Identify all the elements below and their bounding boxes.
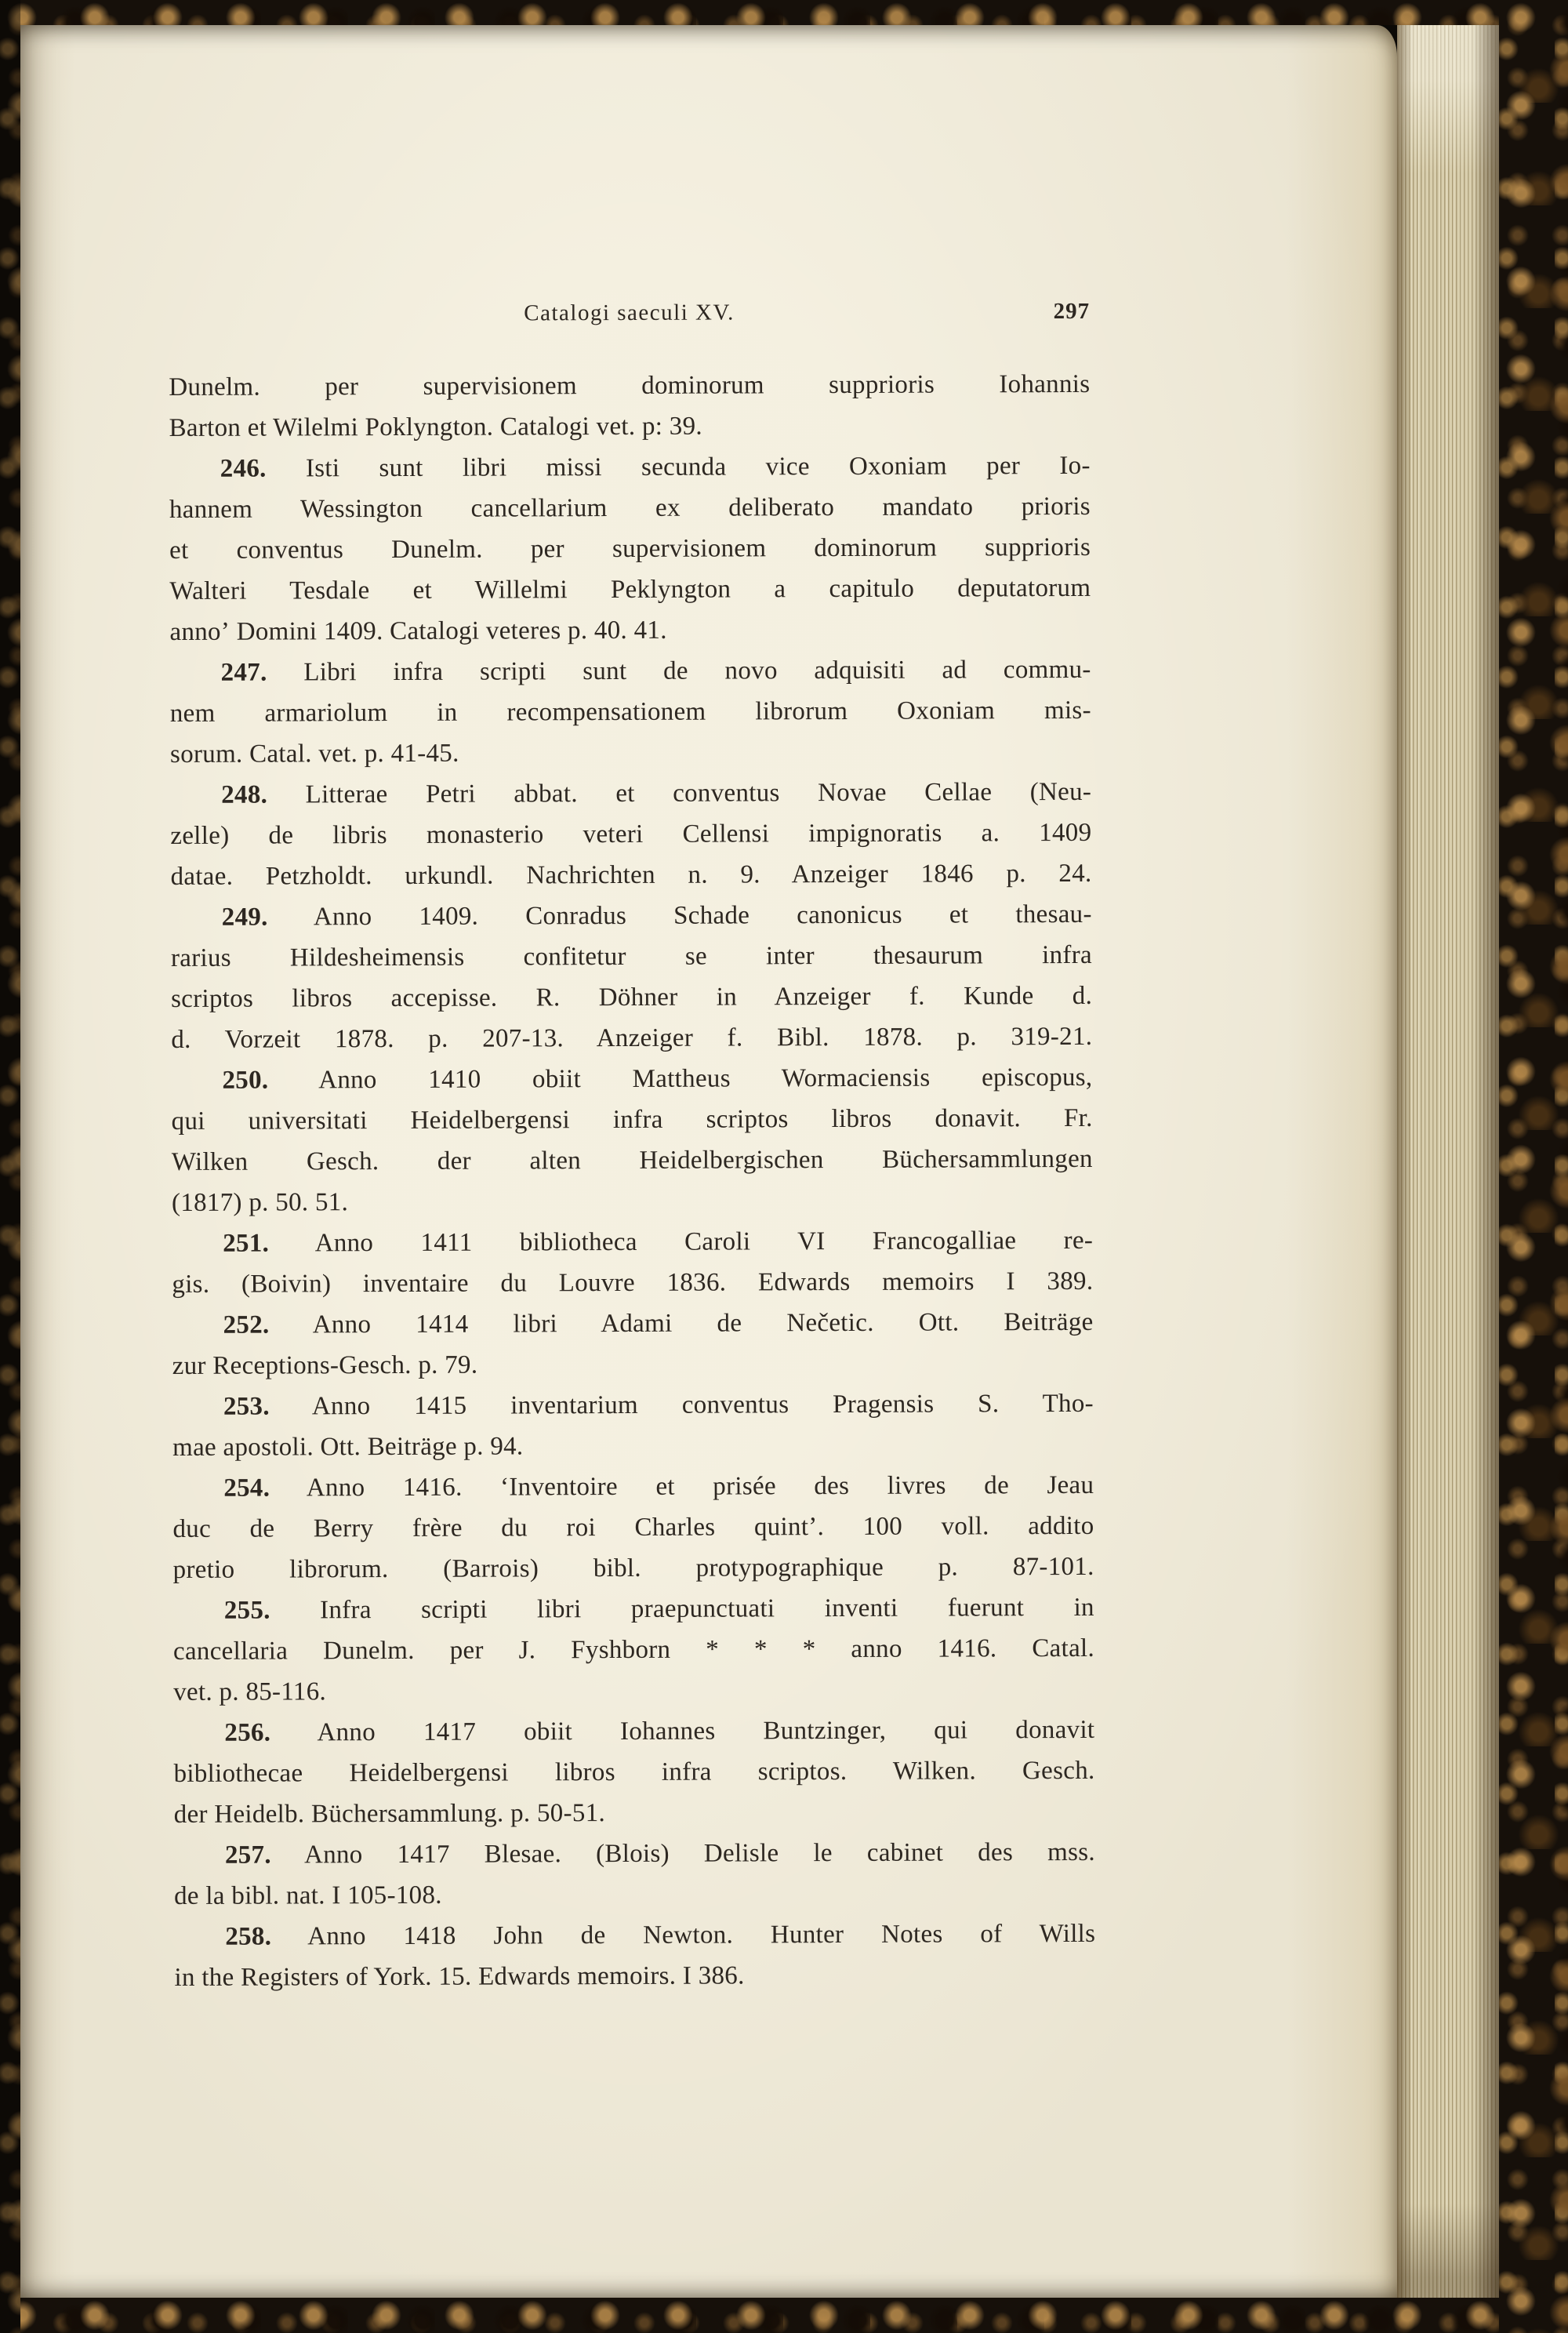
text-line: (1817) p. 50. 51.: [171, 1188, 349, 1217]
text-line: gis. (Boivin) inventaire du Louvre 1836. Edwards memoirs I 389.: [172, 1266, 1094, 1299]
text-line: zelle) de libris monasterio veteri Cellensi impignoratis a. 1409: [170, 818, 1092, 850]
entry-number: 251.: [223, 1229, 270, 1258]
entry-number: 254.: [223, 1474, 270, 1503]
text-line: der Heidelb. Büchersammlung. p. 50-51.: [173, 1799, 606, 1829]
book-cover-left-edge: [0, 0, 20, 2333]
book-cover-top-edge: [0, 0, 1568, 25]
running-head: [169, 299, 1090, 333]
page-fore-edges: [1397, 25, 1499, 2298]
text-line: 250. Anno 1410 obiit Mattheus Wormaciensis episcopus,: [222, 1063, 1093, 1095]
text-line: zur Receptions-Gesch. p. 79.: [172, 1350, 478, 1380]
text-line: de la bibl. nat. I 105-108.: [174, 1881, 442, 1910]
text-line: 247. Libri infra scripti sunt de novo adquisiti ad commu-: [220, 655, 1091, 687]
text-line: 256. Anno 1417 obiit Iohannes Buntzinger, qui donavit: [224, 1715, 1095, 1747]
text-line: nem armariolum in recompensationem librorum Oxoniam mis-: [169, 696, 1091, 728]
text-line: rarius Hildesheimensis confitetur se inter thesaurum infra: [170, 940, 1092, 972]
entry-number: 255.: [223, 1596, 270, 1625]
page-text: [169, 299, 1096, 1998]
text-line: datae. Petzholdt. urkundl. Nachrichten n. 9. Anzeiger 1846 p. 24.: [170, 859, 1092, 891]
text-line: pretio librorum. (Barrois) bibl. protypographique p. 87-101.: [172, 1552, 1094, 1584]
entry-number: 253.: [223, 1392, 270, 1421]
entry-number: 252.: [223, 1310, 270, 1339]
page-header-title: Catalogi saeculi XV.: [524, 300, 735, 326]
book-cover-right: [1499, 0, 1568, 2333]
text-line: 257. Anno 1417 Blesae. (Blois) Delisle le cabinet des mss.: [224, 1837, 1095, 1870]
text-line: in the Registers of York. 15. Edwards memoirs. I 386.: [174, 1961, 745, 1992]
entry-number: 247.: [220, 658, 267, 687]
text-line: 255. Infra scripti libri praepunctuati inventi fuerunt in: [223, 1593, 1094, 1625]
page-number: 297: [1053, 298, 1091, 325]
book-page: [20, 25, 1397, 2298]
text-line: annoʼ Domini 1409. Catalogi veteres p. 40. 41.: [169, 616, 667, 646]
text-line: d. Vorzeit 1878. p. 207-13. Anzeiger f. Bibl. 1878. p. 319-21.: [171, 1022, 1093, 1054]
text-line: Dunelm. per supervisionem dominorum supprioris Iohannis: [169, 369, 1091, 402]
entry-number: 248.: [221, 780, 268, 809]
text-line: duc de Berry frère du roi Charles quintʼ. 100 voll. addito: [172, 1511, 1094, 1543]
text-line: 251. Anno 1411 bibliotheca Caroli VI Francogalliae re-: [223, 1226, 1094, 1258]
entry-number: 258.: [225, 1922, 272, 1951]
entry-number: 256.: [224, 1718, 271, 1747]
text-line: 254. Anno 1416. ʻInventoire et prisée des livres de Jeau: [223, 1470, 1094, 1503]
text-line: 248. Litterae Petri abbat. et conventus Novae Cellae (Neu-: [221, 777, 1092, 809]
entry-number: 249.: [221, 903, 268, 932]
text-line: hannem Wessington cancellarium ex deliberato mandato prioris: [169, 492, 1091, 524]
text-line: qui universitati Heidelbergensi infra scriptos libros donavit. Fr.: [171, 1103, 1093, 1136]
text-line: cancellaria Dunelm. per J. Fyshborn * * * anno 1416. Catal.: [172, 1633, 1095, 1666]
entry-number: 257.: [224, 1841, 271, 1870]
text-line: Walteri Tesdale et Willelmi Peklyngton a capitulo deputatorum: [169, 573, 1091, 605]
text-line: vet. p. 85-116.: [173, 1677, 327, 1706]
text-line: 249. Anno 1409. Conradus Schade canonicus et thesau-: [221, 899, 1092, 932]
entry-number: 250.: [222, 1066, 269, 1095]
text-line: Barton et Wilelmi Poklyngton. Catalogi vet. p: 39.: [169, 412, 702, 442]
text-line: sorum. Catal. vet. p. 41-45.: [169, 739, 459, 769]
text-line: scriptos libros accepisse. R. Döhner in Anzeiger f. Kunde d.: [171, 981, 1093, 1013]
text-line: bibliothecae Heidelbergensi libros infra scriptos. Wilken. Gesch.: [173, 1756, 1095, 1788]
text-line: 258. Anno 1418 John de Newton. Hunter Notes of Wills: [225, 1919, 1096, 1951]
text-line: et conventus Dunelm. per supervisionem dominorum supprioris: [169, 532, 1091, 565]
text-line: mae apostoli. Ott. Beiträge p. 94.: [172, 1432, 524, 1462]
entry-number: 246.: [220, 454, 267, 483]
text-line: 252. Anno 1414 libri Adami de Nečetic. Ott. Beiträge: [223, 1307, 1094, 1339]
book-cover-bottom-edge: [0, 2298, 1568, 2333]
text-line: 246. Isti sunt libri missi secunda vice Oxoniam per Io-: [220, 451, 1091, 483]
text-line: 253. Anno 1415 inventarium conventus Pragensis S. Tho-: [223, 1389, 1094, 1421]
body-text: [169, 364, 1095, 1998]
text-line: Wilken Gesch. der alten Heidelbergischen Büchersammlungen: [171, 1144, 1093, 1176]
